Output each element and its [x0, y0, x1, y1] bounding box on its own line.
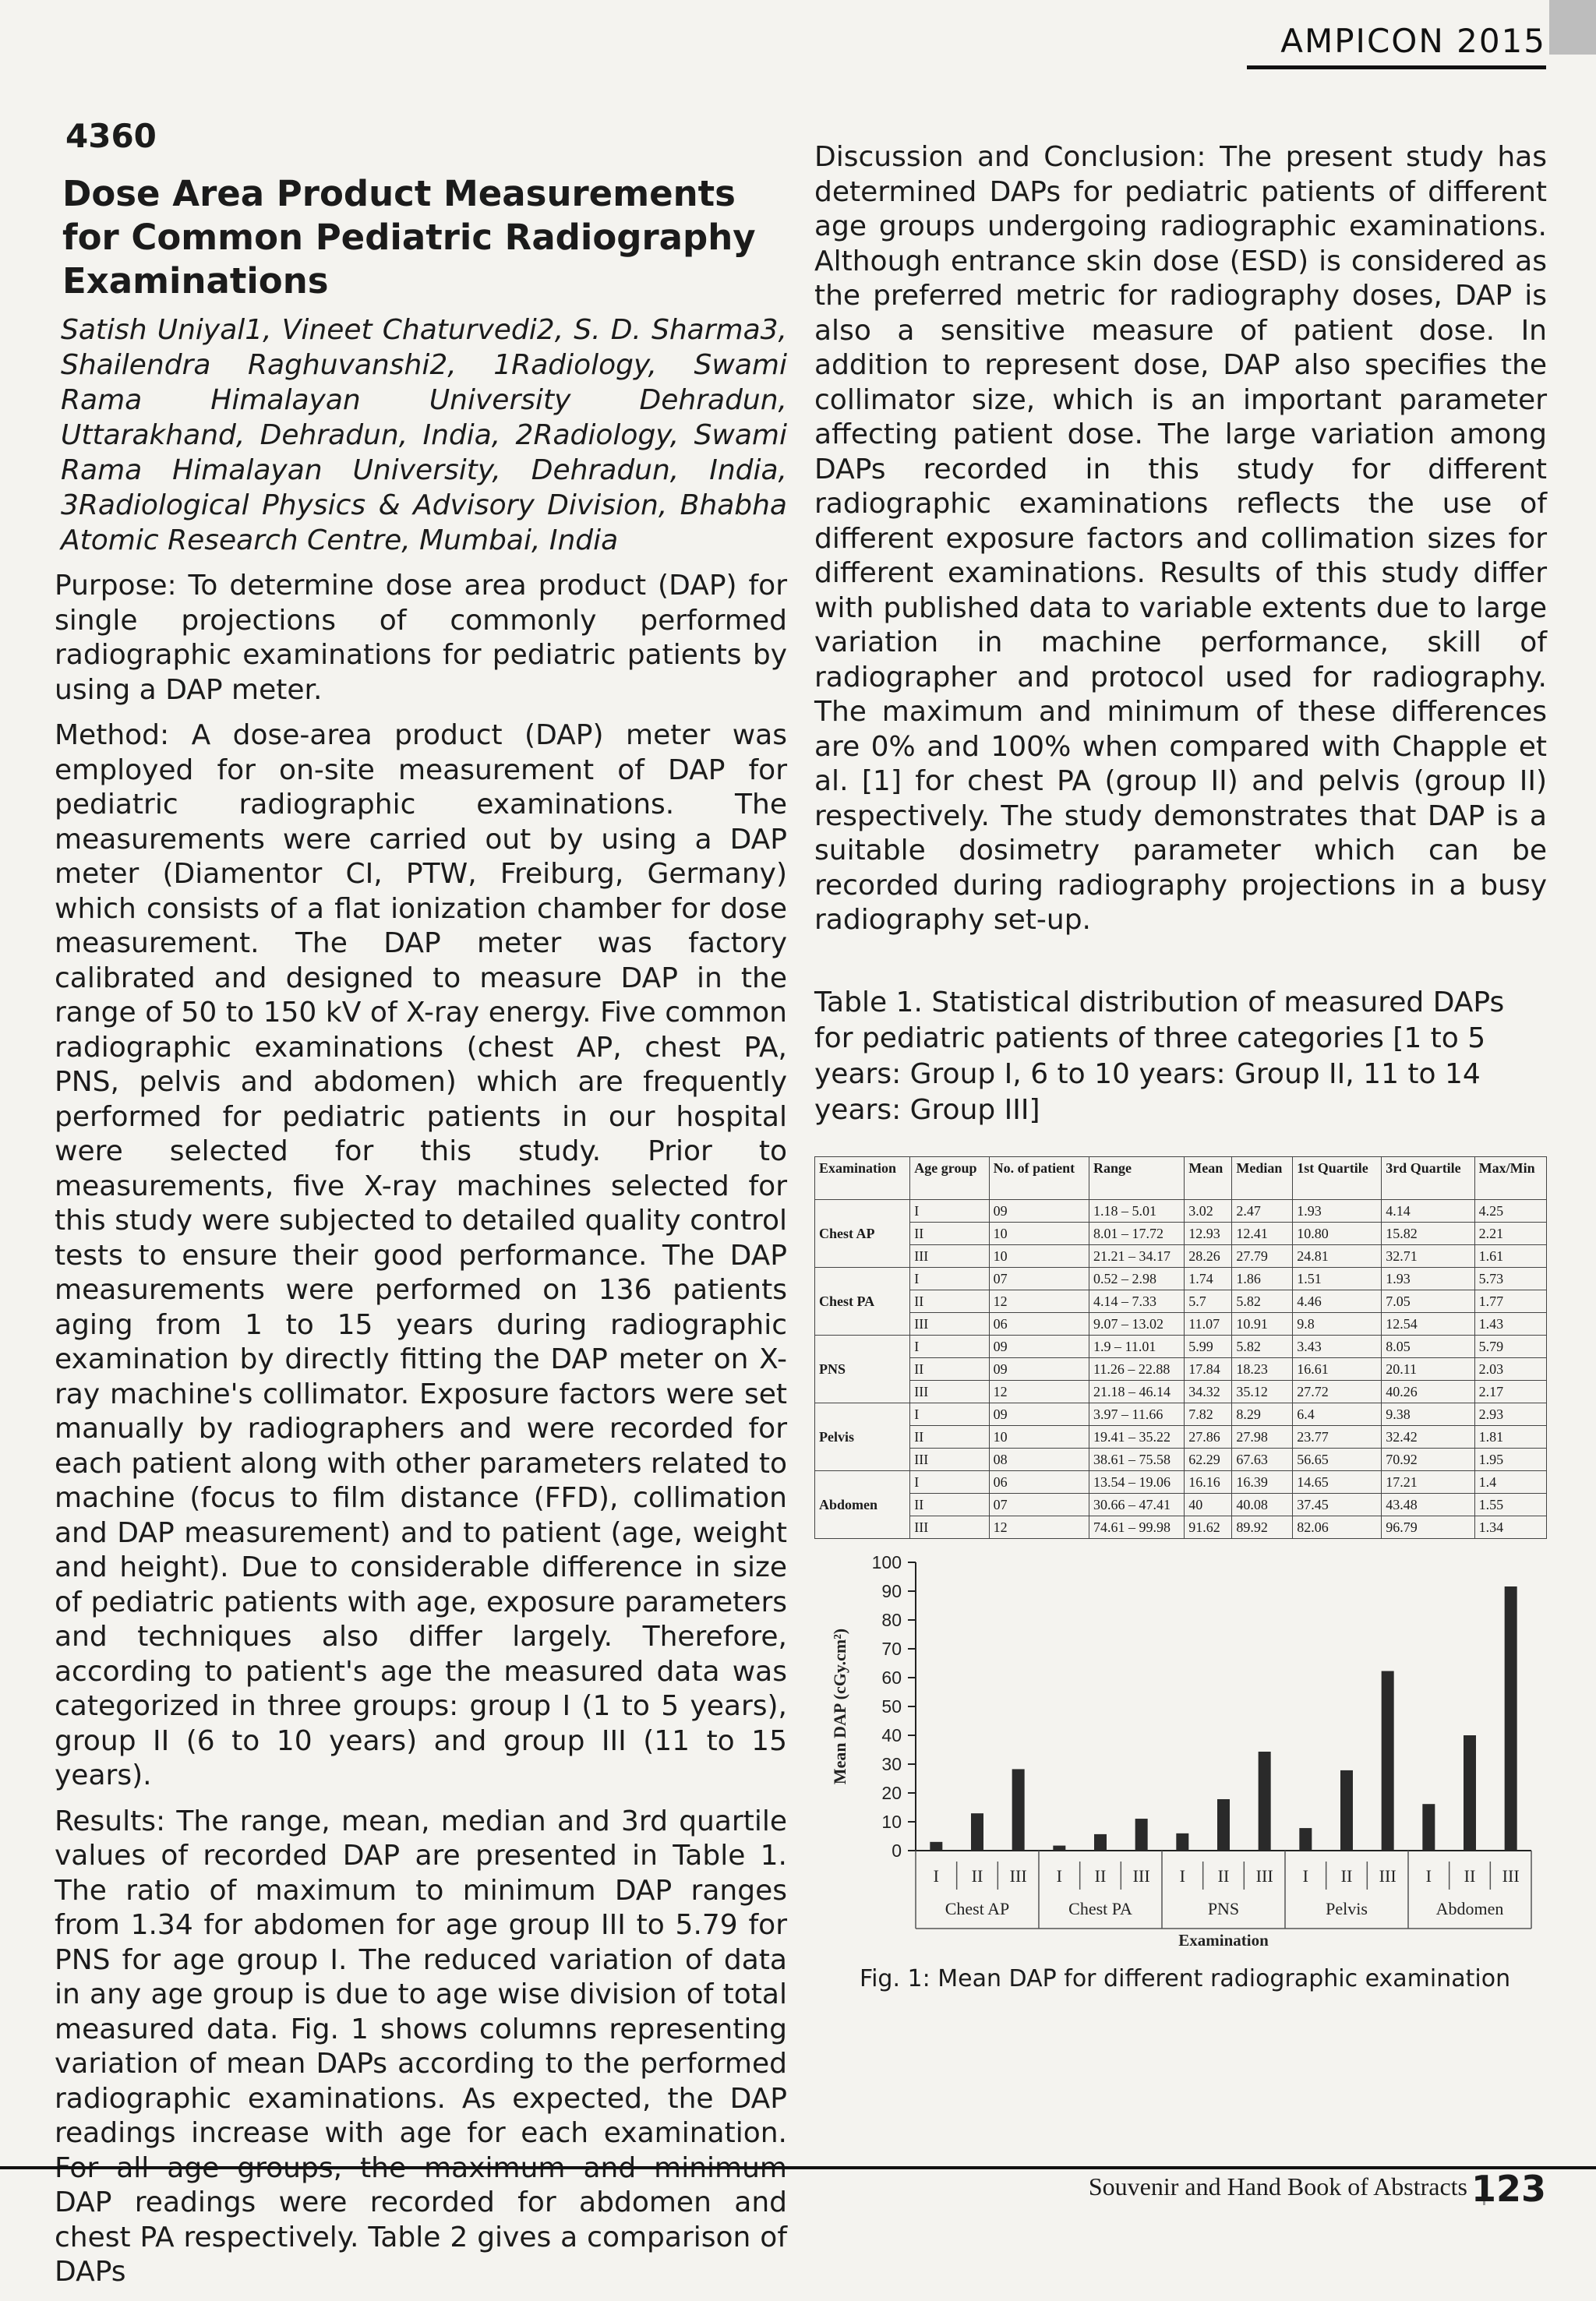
- table-cell: 9.8: [1293, 1312, 1382, 1335]
- bar: [1135, 1819, 1148, 1851]
- table-cell: 09: [989, 1357, 1089, 1380]
- table-cell: 2.17: [1474, 1380, 1546, 1403]
- table-row: [815, 1267, 1547, 1290]
- table-cell: II: [910, 1290, 989, 1312]
- table-cell: 18.23: [1232, 1357, 1293, 1380]
- table-cell: 4.46: [1293, 1290, 1382, 1312]
- table-cell: 89.92: [1232, 1516, 1293, 1538]
- table-cell: I: [910, 1199, 989, 1222]
- table-cell: 27.98: [1232, 1425, 1293, 1448]
- abstract-number: 4360: [65, 117, 157, 155]
- table-cell: 35.12: [1232, 1380, 1293, 1403]
- exam-cell: Chest PA: [815, 1267, 910, 1335]
- figure-caption: Fig. 1: Mean DAP for different radiographic examination: [860, 1964, 1511, 1992]
- x-subcategory-label: III: [1502, 1865, 1520, 1886]
- table-cell: 2.03: [1474, 1357, 1546, 1380]
- y-tick-label: 30: [881, 1753, 902, 1774]
- table-header-cell: Median: [1232, 1156, 1293, 1199]
- table-cell: 40.26: [1382, 1380, 1474, 1403]
- table-cell: 32.71: [1382, 1244, 1474, 1267]
- table-cell: 06: [989, 1312, 1089, 1335]
- table-cell: 24.81: [1293, 1244, 1382, 1267]
- table-cell: 4.14: [1382, 1199, 1474, 1222]
- table-cell: II: [910, 1222, 989, 1244]
- table-cell: 12: [989, 1290, 1089, 1312]
- table-cell: 62.29: [1185, 1448, 1232, 1470]
- table-cell: 1.81: [1474, 1425, 1546, 1448]
- table-cell: 14.65: [1293, 1470, 1382, 1493]
- table-cell: 10.80: [1293, 1222, 1382, 1244]
- table-cell: 09: [989, 1199, 1089, 1222]
- table-cell: 06: [989, 1470, 1089, 1493]
- table-row: [815, 1493, 1547, 1516]
- table-row: [815, 1425, 1547, 1448]
- table-cell: 1.34: [1474, 1516, 1546, 1538]
- table-cell: I: [910, 1335, 989, 1357]
- table-row: [815, 1335, 1547, 1357]
- table-cell: 27.79: [1232, 1244, 1293, 1267]
- table-caption: Table 1. Statistical distribution of measured DAPs for pediatric patients of three categories [1 to 5 years: Group I, 6 to 10 years: Group II, 11 to 14 years: Group III]: [814, 986, 1505, 1126]
- bar: [1094, 1833, 1107, 1850]
- table-cell: 15.82: [1382, 1222, 1474, 1244]
- x-subcategory-label: III: [1255, 1865, 1273, 1886]
- right-column: [814, 140, 1547, 1992]
- bar: [1422, 1804, 1435, 1851]
- table-cell: 09: [989, 1335, 1089, 1357]
- table-cell: 38.61 – 75.58: [1089, 1448, 1185, 1470]
- table-cell: 1.55: [1474, 1493, 1546, 1516]
- bar: [1464, 1735, 1476, 1851]
- table-row: [815, 1244, 1547, 1267]
- discussion-paragraph: Discussion and Conclusion: The present study has determined DAPs for pediatric patients of different age groups undergoing radiographic examinations. Although entrance skin dose (ESD) is considered as the preferred metric for radiography doses, DAP is also a sensitive measure of patient dose. In addition to represent dose, DAP also specifies the collimator size, which is an important parameter affecting patient dose. The large variation among DAPs recorded in this study for different radiographic examinations reflects the use of different exposure factors and collimation sizes for different examinations. Results of this study differ with published data to variable extents due to large variation in machine performance, skill of radiographer and protocol used for radiography. The maximum and minimum of these differences are 0% and 100% when compared with Chapple et al. [1] for chest PA (group II) and pelvis (group II) respectively. The study demonstrates that DAP is a suitable dosimetry parameter which can be recorded during radiography projections in a busy radiography set-up.: [814, 141, 1547, 936]
- table-cell: 1.43: [1474, 1312, 1546, 1335]
- table-header-cell: Range: [1089, 1156, 1185, 1199]
- table-cell: 10: [989, 1222, 1089, 1244]
- table-cell: 67.63: [1232, 1448, 1293, 1470]
- table-cell: 2.21: [1474, 1222, 1546, 1244]
- table-cell: 21.18 – 46.14: [1089, 1380, 1185, 1403]
- table-cell: 40.08: [1232, 1493, 1293, 1516]
- table-cell: 5.73: [1474, 1267, 1546, 1290]
- table-cell: 1.51: [1293, 1267, 1382, 1290]
- bar: [1217, 1798, 1230, 1850]
- author-list: Satish Uniyal1, Vineet Chaturvedi2, S. D. Sharma3, Shailendra Raghuvanshi2, 1Radiology, Swami Rama Himalayan University Dehradun, Uttarakhand, Dehradun, India, 2Radiology, Swami Rama Himalayan University, Dehradun, India, 3Radiological Physics & Advisory Division, Bhabha Atomic Research Centre, Mumbai, India: [61, 314, 787, 556]
- table-cell: 16.39: [1232, 1470, 1293, 1493]
- x-subcategory-label: I: [933, 1865, 939, 1886]
- table-cell: 11.26 – 22.88: [1089, 1357, 1185, 1380]
- bar: [1053, 1845, 1065, 1850]
- x-subcategory-label: II: [1464, 1865, 1476, 1886]
- x-subcategory-label: I: [1179, 1865, 1185, 1886]
- table-cell: 10: [989, 1425, 1089, 1448]
- y-tick-label: 10: [881, 1811, 902, 1832]
- x-subcategory-label: II: [1217, 1865, 1230, 1886]
- table-cell: 1.9 – 11.01: [1089, 1335, 1185, 1357]
- table-row: [815, 1357, 1547, 1380]
- table-cell: 5.82: [1232, 1335, 1293, 1357]
- table-cell: I: [910, 1403, 989, 1425]
- table-cell: 1.74: [1185, 1267, 1232, 1290]
- table-cell: 28.26: [1185, 1244, 1232, 1267]
- bar: [1340, 1770, 1353, 1850]
- table-cell: 6.4: [1293, 1403, 1382, 1425]
- y-tick-label: 100: [871, 1551, 902, 1572]
- table-cell: 32.42: [1382, 1425, 1474, 1448]
- table-cell: II: [910, 1357, 989, 1380]
- x-group-label: Abdomen: [1435, 1898, 1504, 1918]
- table-cell: 82.06: [1293, 1516, 1382, 1538]
- bar: [1012, 1769, 1025, 1851]
- table-header-row: [815, 1156, 1547, 1199]
- table-cell: 3.02: [1185, 1199, 1232, 1222]
- table-cell: 10.91: [1232, 1312, 1293, 1335]
- footer-divider: [0, 2166, 1596, 2169]
- table-cell: 23.77: [1293, 1425, 1382, 1448]
- footer-title: Souvenir and Hand Book of Abstracts: [1088, 2172, 1467, 2200]
- table-cell: 2.93: [1474, 1403, 1546, 1425]
- table-header-cell: Age group: [910, 1156, 989, 1199]
- table-cell: III: [910, 1312, 989, 1335]
- x-subcategory-label: III: [1132, 1865, 1150, 1886]
- table-header-cell: Examination: [815, 1156, 910, 1199]
- table-cell: 08: [989, 1448, 1089, 1470]
- conference-name: AMPICON 2015: [1280, 22, 1546, 60]
- x-subcategory-label: II: [1094, 1865, 1107, 1886]
- x-subcategory-label: II: [971, 1865, 983, 1886]
- table-header-cell: 1st Quartile: [1293, 1156, 1382, 1199]
- table-cell: III: [910, 1380, 989, 1403]
- table-cell: 27.72: [1293, 1380, 1382, 1403]
- x-group-label: Chest PA: [1068, 1898, 1132, 1918]
- table-cell: 0.52 – 2.98: [1089, 1267, 1185, 1290]
- purpose-paragraph: Purpose: To determine dose area product (DAP) for single projections of commonly performed radiographic examinations for pediatric patients by using a DAP meter.: [55, 570, 787, 706]
- table-header-cell: No. of patient: [989, 1156, 1089, 1199]
- x-subcategory-label: III: [1009, 1865, 1027, 1886]
- y-tick-label: 40: [881, 1724, 902, 1745]
- table-cell: 21.21 – 34.17: [1089, 1244, 1185, 1267]
- left-column: [55, 117, 787, 2301]
- table-cell: 16.16: [1185, 1470, 1232, 1493]
- table-row: [815, 1470, 1547, 1493]
- y-tick-label: 60: [881, 1667, 902, 1688]
- exam-cell: PNS: [815, 1335, 910, 1403]
- bar: [1259, 1752, 1271, 1851]
- table-cell: 91.62: [1185, 1516, 1232, 1538]
- table-row: [815, 1199, 1547, 1222]
- table-cell: 1.77: [1474, 1290, 1546, 1312]
- table-row: [815, 1516, 1547, 1538]
- table-cell: 07: [989, 1267, 1089, 1290]
- table-cell: 12: [989, 1380, 1089, 1403]
- table-cell: II: [910, 1425, 989, 1448]
- table-cell: 20.11: [1382, 1357, 1474, 1380]
- exam-cell: Abdomen: [815, 1470, 910, 1538]
- table-cell: 34.32: [1185, 1380, 1232, 1403]
- table-row: [815, 1222, 1547, 1244]
- table-cell: III: [910, 1448, 989, 1470]
- table-cell: 12.93: [1185, 1222, 1232, 1244]
- bar-chart: [814, 1545, 1547, 1950]
- table-header-cell: Mean: [1185, 1156, 1232, 1199]
- table-header-cell: 3rd Quartile: [1382, 1156, 1474, 1199]
- bar: [1299, 1828, 1312, 1851]
- y-axis-label: Mean DAP (cGy.cm²): [830, 1628, 849, 1784]
- bar: [1176, 1833, 1188, 1850]
- table-body: [815, 1199, 1547, 1538]
- table-cell: 8.01 – 17.72: [1089, 1222, 1185, 1244]
- page-number: 123: [1471, 2168, 1546, 2210]
- table-cell: II: [910, 1493, 989, 1516]
- table-cell: 74.61 – 99.98: [1089, 1516, 1185, 1538]
- table-cell: 40: [1185, 1493, 1232, 1516]
- table-cell: 37.45: [1293, 1493, 1382, 1516]
- table-cell: 2.47: [1232, 1199, 1293, 1222]
- table-cell: 1.61: [1474, 1244, 1546, 1267]
- table-cell: 4.25: [1474, 1199, 1546, 1222]
- table-cell: 11.07: [1185, 1312, 1232, 1335]
- table-cell: 17.21: [1382, 1470, 1474, 1493]
- table-cell: III: [910, 1516, 989, 1538]
- bar: [1382, 1671, 1394, 1850]
- table-cell: 13.54 – 19.06: [1089, 1470, 1185, 1493]
- table-cell: 7.05: [1382, 1290, 1474, 1312]
- table-cell: I: [910, 1470, 989, 1493]
- table-cell: 7.82: [1185, 1403, 1232, 1425]
- x-group-label: Pelvis: [1326, 1898, 1368, 1918]
- bar: [930, 1841, 942, 1850]
- table-cell: 16.61: [1293, 1357, 1382, 1380]
- table-cell: 1.93: [1382, 1267, 1474, 1290]
- table-cell: 70.92: [1382, 1448, 1474, 1470]
- table-cell: 17.84: [1185, 1357, 1232, 1380]
- x-subcategory-label: I: [1056, 1865, 1062, 1886]
- x-subcategory-label: I: [1302, 1865, 1308, 1886]
- y-tick-label: 90: [881, 1580, 902, 1601]
- table-cell: 4.14 – 7.33: [1089, 1290, 1185, 1312]
- x-subcategory-label: I: [1425, 1865, 1432, 1886]
- header-divider: [1247, 65, 1546, 69]
- table-cell: 12.41: [1232, 1222, 1293, 1244]
- table-cell: 1.4: [1474, 1470, 1546, 1493]
- table-cell: III: [910, 1244, 989, 1267]
- y-tick-label: 20: [881, 1782, 902, 1803]
- dap-table: [814, 1156, 1547, 1539]
- table-cell: 5.7: [1185, 1290, 1232, 1312]
- y-tick-label: 0: [892, 1840, 902, 1861]
- exam-cell: Pelvis: [815, 1403, 910, 1470]
- table-cell: 8.05: [1382, 1335, 1474, 1357]
- x-subcategory-label: II: [1340, 1865, 1353, 1886]
- table-cell: 3.97 – 11.66: [1089, 1403, 1185, 1425]
- table-cell: 1.93: [1293, 1199, 1382, 1222]
- table-cell: 07: [989, 1493, 1089, 1516]
- table-cell: 8.29: [1232, 1403, 1293, 1425]
- table-cell: 10: [989, 1244, 1089, 1267]
- method-paragraph: Method: A dose-area product (DAP) meter was employed for on-site measurement of DAP for pediatric radiographic examinations. The measurements were carried out by using a DAP meter (Diamentor CI, PTW, Freiburg, Germany) which consists of a flat ionization chamber for dose measurement. The DAP meter was factory calibrated and designed to measure DAP in the range of 50 to 150 kV of X-ray energy. Five common radiographic examinations (chest AP, chest PA, PNS, pelvis and abdomen) which are frequently performed for pediatric patients in our hospital were selected for this study. Prior to measurements, five X-ray machines selected for this study were subjected to detailed quality control tests to ensure their good performance. The DAP measurements were performed on 136 patients aging from 1 to 15 years during radiographic examination by directly fitting the DAP meter on X-ray machine's collimator. Exposure factors were set manually by radiographers and were recorded for each patient along with other parameters related to machine (focus to film distance (FFD), collimation and DAP measurement) and to patient (age, weight and height). Due to considerable difference in size of pediatric patients with age, exposure parameters and techniques also differ largely. Therefore, according to patient's age the measured data was categorized in three groups: group I (1 to 5 years), group II (6 to 10 years) and group III (11 to 15 years).: [55, 719, 787, 1791]
- table-cell: 12.54: [1382, 1312, 1474, 1335]
- table-cell: 9.07 – 13.02: [1089, 1312, 1185, 1335]
- table-cell: I: [910, 1267, 989, 1290]
- bar: [971, 1813, 983, 1851]
- table-cell: 12: [989, 1516, 1089, 1538]
- results-paragraph: Results: The range, mean, median and 3rd quartile values of recorded DAP are presented in Table 1. The ratio of maximum to minimum DAP ranges from 1.34 for abdomen for age group III to 5.79 for PNS for age group I. The reduced variation of data in any age group is due to age wise division of total measured data. Fig. 1 shows columns representing variation of mean DAPs according to the performed radiographic examinations. As expected, the DAP readings increase with age for each examination. For all age groups, the maximum and minimum DAP readings were recorded for abdomen and chest PA respectively. Table 2 gives a comparison of DAPs: [55, 1805, 787, 2288]
- table-cell: 56.65: [1293, 1448, 1382, 1470]
- table-cell: 5.82: [1232, 1290, 1293, 1312]
- table-cell: 19.41 – 35.22: [1089, 1425, 1185, 1448]
- table-cell: 9.38: [1382, 1403, 1474, 1425]
- table-cell: 1.95: [1474, 1448, 1546, 1470]
- table-cell: 09: [989, 1403, 1089, 1425]
- table-cell: 96.79: [1382, 1516, 1474, 1538]
- x-group-label: PNS: [1207, 1898, 1240, 1918]
- header-edge-shade: [1549, 0, 1596, 55]
- table-row: [815, 1380, 1547, 1403]
- table-cell: 1.18 – 5.01: [1089, 1199, 1185, 1222]
- x-axis-label: Examination: [1178, 1930, 1269, 1950]
- table-cell: 1.86: [1232, 1267, 1293, 1290]
- table-cell: 30.66 – 47.41: [1089, 1493, 1185, 1516]
- bar: [1505, 1586, 1517, 1851]
- mean-dap-chart: [814, 1545, 1547, 1954]
- table-cell: 27.86: [1185, 1425, 1232, 1448]
- y-tick-label: 70: [881, 1638, 902, 1659]
- x-subcategory-label: III: [1379, 1865, 1396, 1886]
- x-group-label: Chest AP: [945, 1898, 1010, 1918]
- table-row: [815, 1448, 1547, 1470]
- abstract-title: Dose Area Product Measurements for Common Pediatric Radiography Examinations: [62, 173, 756, 302]
- table-cell: 3.43: [1293, 1335, 1382, 1357]
- y-tick-label: 50: [881, 1696, 902, 1717]
- table-row: [815, 1312, 1547, 1335]
- table-header-cell: Max/Min: [1474, 1156, 1546, 1199]
- table-cell: 43.48: [1382, 1493, 1474, 1516]
- table-cell: 5.79: [1474, 1335, 1546, 1357]
- table-row: [815, 1290, 1547, 1312]
- table-row: [815, 1403, 1547, 1425]
- exam-cell: Chest AP: [815, 1199, 910, 1267]
- y-tick-label: 80: [881, 1609, 902, 1630]
- table-cell: 5.99: [1185, 1335, 1232, 1357]
